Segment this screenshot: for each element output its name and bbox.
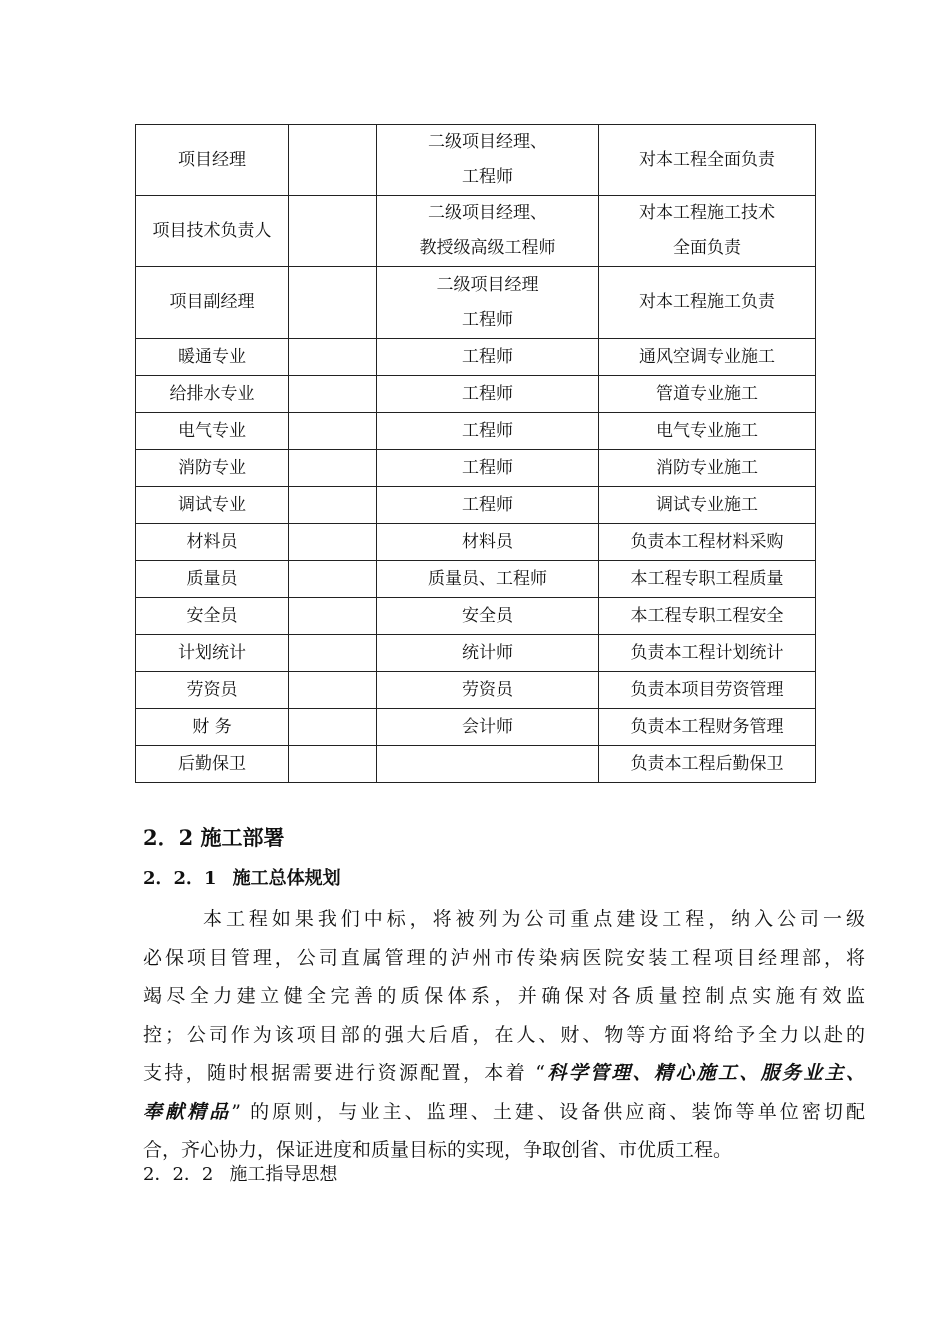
qualification-cell-line: 材料员 [462, 531, 513, 552]
duty-cell-line: 负责本工程后勤保卫 [630, 753, 784, 774]
qualification-cell [377, 413, 599, 450]
role-cell: 电气专业 [136, 413, 289, 450]
para-line [143, 1093, 865, 1132]
table-row [136, 746, 816, 783]
subsection-heading-1 [143, 864, 341, 890]
table-row [136, 561, 816, 598]
role-cell: 财 务 [136, 709, 289, 746]
role-cell: 暖通专业 [136, 339, 289, 376]
blank-cell [289, 487, 377, 524]
staff-table [135, 124, 816, 783]
blank-cell [289, 709, 377, 746]
blank-cell [289, 561, 377, 598]
role-cell: 调试专业 [136, 487, 289, 524]
para-text: 支持，随时根据需要进行资源配置，本着 “ [143, 1062, 546, 1084]
role-cell: 安全员 [136, 598, 289, 635]
role-cell: 给排水专业 [136, 376, 289, 413]
table-row [136, 413, 816, 450]
qualification-cell [377, 450, 599, 487]
blank-cell [289, 524, 377, 561]
duty-cell [599, 267, 816, 339]
blank-cell [289, 635, 377, 672]
duty-cell [599, 561, 816, 598]
section-heading: 2．2 施工部署 [143, 825, 285, 850]
duty-cell-line: 通风空调专业施工 [639, 346, 775, 367]
qualification-cell-line: 二级项目经理、 [428, 203, 547, 223]
qualification-cell-line: 统计师 [462, 642, 513, 663]
qualification-cell [377, 339, 599, 376]
duty-cell [599, 196, 816, 267]
duty-cell-line: 对本工程施工负责 [639, 292, 775, 312]
subsection-title: 施工指导思想 [229, 1164, 338, 1185]
qualification-cell [377, 672, 599, 709]
para-line: 合，齐心协力，保证进度和质量目标的实现，争取创省、市优质工程。 [143, 1139, 733, 1161]
qualification-cell [377, 196, 599, 267]
duty-cell-line: 负责本工程财务管理 [630, 716, 784, 737]
duty-cell [599, 125, 816, 196]
duty-cell [599, 524, 816, 561]
duty-cell [599, 487, 816, 524]
blank-cell [289, 196, 377, 267]
qualification-cell-line: 安全员 [462, 605, 513, 626]
duty-cell [599, 672, 816, 709]
duty-cell [599, 635, 816, 672]
duty-cell [599, 450, 816, 487]
duty-cell-line: 管道专业施工 [656, 383, 758, 404]
duty-cell [599, 376, 816, 413]
duty-cell-line: 消防专业施工 [656, 457, 758, 478]
table-row [136, 450, 816, 487]
duty-cell-line: 本工程专职工程质量 [630, 568, 784, 589]
qualification-cell [377, 598, 599, 635]
blank-cell [289, 672, 377, 709]
qualification-cell [377, 487, 599, 524]
table-row [136, 672, 816, 709]
para-line: 本工程如果我们中标，将被列为公司重点建设工程，纳入公司一级 [203, 908, 865, 930]
duty-cell-line: 对本工程施工技术 [639, 203, 775, 223]
blank-cell [289, 450, 377, 487]
role-cell: 后勤保卫 [136, 746, 289, 783]
qualification-cell-line: 工程师 [462, 383, 513, 404]
role-cell: 项目副经理 [136, 267, 289, 339]
para-line: 控；公司作为该项目部的强大后盾，在人、财、物等方面将给予全力以赴的 [143, 1023, 865, 1046]
qualification-cell [377, 125, 599, 196]
table-row [136, 376, 816, 413]
blank-cell [289, 339, 377, 376]
duty-cell [599, 709, 816, 746]
blank-cell [289, 376, 377, 413]
qualification-cell-line: 工程师 [462, 346, 513, 367]
emphasis-text: 奉献精品 [143, 1100, 232, 1123]
role-cell: 消防专业 [136, 450, 289, 487]
qualification-cell-line: 二级项目经理 [436, 274, 539, 295]
table-row [136, 125, 816, 196]
subsection-heading-2 [143, 1160, 337, 1186]
qualification-cell [377, 635, 599, 672]
table-row [136, 709, 816, 746]
table-row [136, 635, 816, 672]
qualification-cell-line: 教授级高级工程师 [419, 238, 556, 258]
emphasis-text: 科学管理、精心施工、服务业主、 [545, 1062, 865, 1084]
duty-cell [599, 339, 816, 376]
table-row [136, 339, 816, 376]
qualification-cell [377, 267, 599, 339]
table-row [136, 524, 816, 561]
para-line [143, 1054, 865, 1093]
para-line: 竭尽全力建立健全完善的质保体系，并确保对各质量控制点实施有效监 [143, 985, 865, 1007]
duty-cell-line: 对本工程全面负责 [639, 149, 775, 170]
para-text: ” 的原则，与业主、监理、土建、设备供应商、装饰等单位密切配 [231, 1100, 865, 1123]
para-line: 必保项目管理，公司直属管理的泸州市传染病医院安装工程项目经理部，将 [143, 946, 865, 969]
qualification-cell-line: 工程师 [462, 494, 513, 515]
blank-cell [289, 746, 377, 783]
subsection-title: 施工总体规划 [232, 868, 341, 889]
qualification-cell [377, 376, 599, 413]
qualification-cell [377, 524, 599, 561]
qualification-cell-line: 工程师 [462, 309, 513, 330]
role-cell: 项目技术负责人 [136, 196, 289, 267]
duty-cell [599, 598, 816, 635]
qualification-cell-line: 工程师 [462, 420, 513, 441]
duty-cell-line: 本工程专职工程安全 [630, 605, 784, 626]
qualification-cell-line: 工程师 [462, 167, 513, 187]
qualification-cell-line: 会计师 [462, 716, 513, 737]
subsection-number: 2．2．1 [143, 868, 217, 889]
duty-cell-line: 负责本项目劳资管理 [630, 679, 784, 700]
duty-cell-line: 调试专业施工 [656, 494, 758, 515]
qualification-cell-line: 质量员、工程师 [428, 568, 547, 589]
body-paragraph [143, 900, 865, 1170]
blank-cell [289, 413, 377, 450]
duty-cell [599, 746, 816, 783]
blank-cell [289, 598, 377, 635]
role-cell: 质量员 [136, 561, 289, 598]
table-row [136, 598, 816, 635]
blank-cell [289, 125, 377, 196]
qualification-cell [377, 709, 599, 746]
duty-cell-line: 电气专业施工 [656, 420, 758, 441]
table-row [136, 487, 816, 524]
role-cell: 劳资员 [136, 672, 289, 709]
qualification-cell-line: 工程师 [462, 457, 513, 478]
role-cell: 项目经理 [136, 125, 289, 196]
subsection-number: 2．2．2 [143, 1164, 214, 1185]
duty-cell [599, 413, 816, 450]
duty-cell-line: 全面负责 [673, 238, 741, 258]
role-cell: 计划统计 [136, 635, 289, 672]
table-row [136, 267, 816, 339]
qualification-cell-line: 劳资员 [462, 679, 513, 700]
qualification-cell [377, 561, 599, 598]
blank-cell [289, 267, 377, 339]
role-cell: 材料员 [136, 524, 289, 561]
duty-cell-line: 负责本工程材料采购 [630, 531, 784, 552]
qualification-cell [377, 746, 599, 783]
duty-cell-line: 负责本工程计划统计 [630, 642, 784, 663]
table-row [136, 196, 816, 267]
qualification-cell-line: 二级项目经理、 [428, 132, 547, 152]
